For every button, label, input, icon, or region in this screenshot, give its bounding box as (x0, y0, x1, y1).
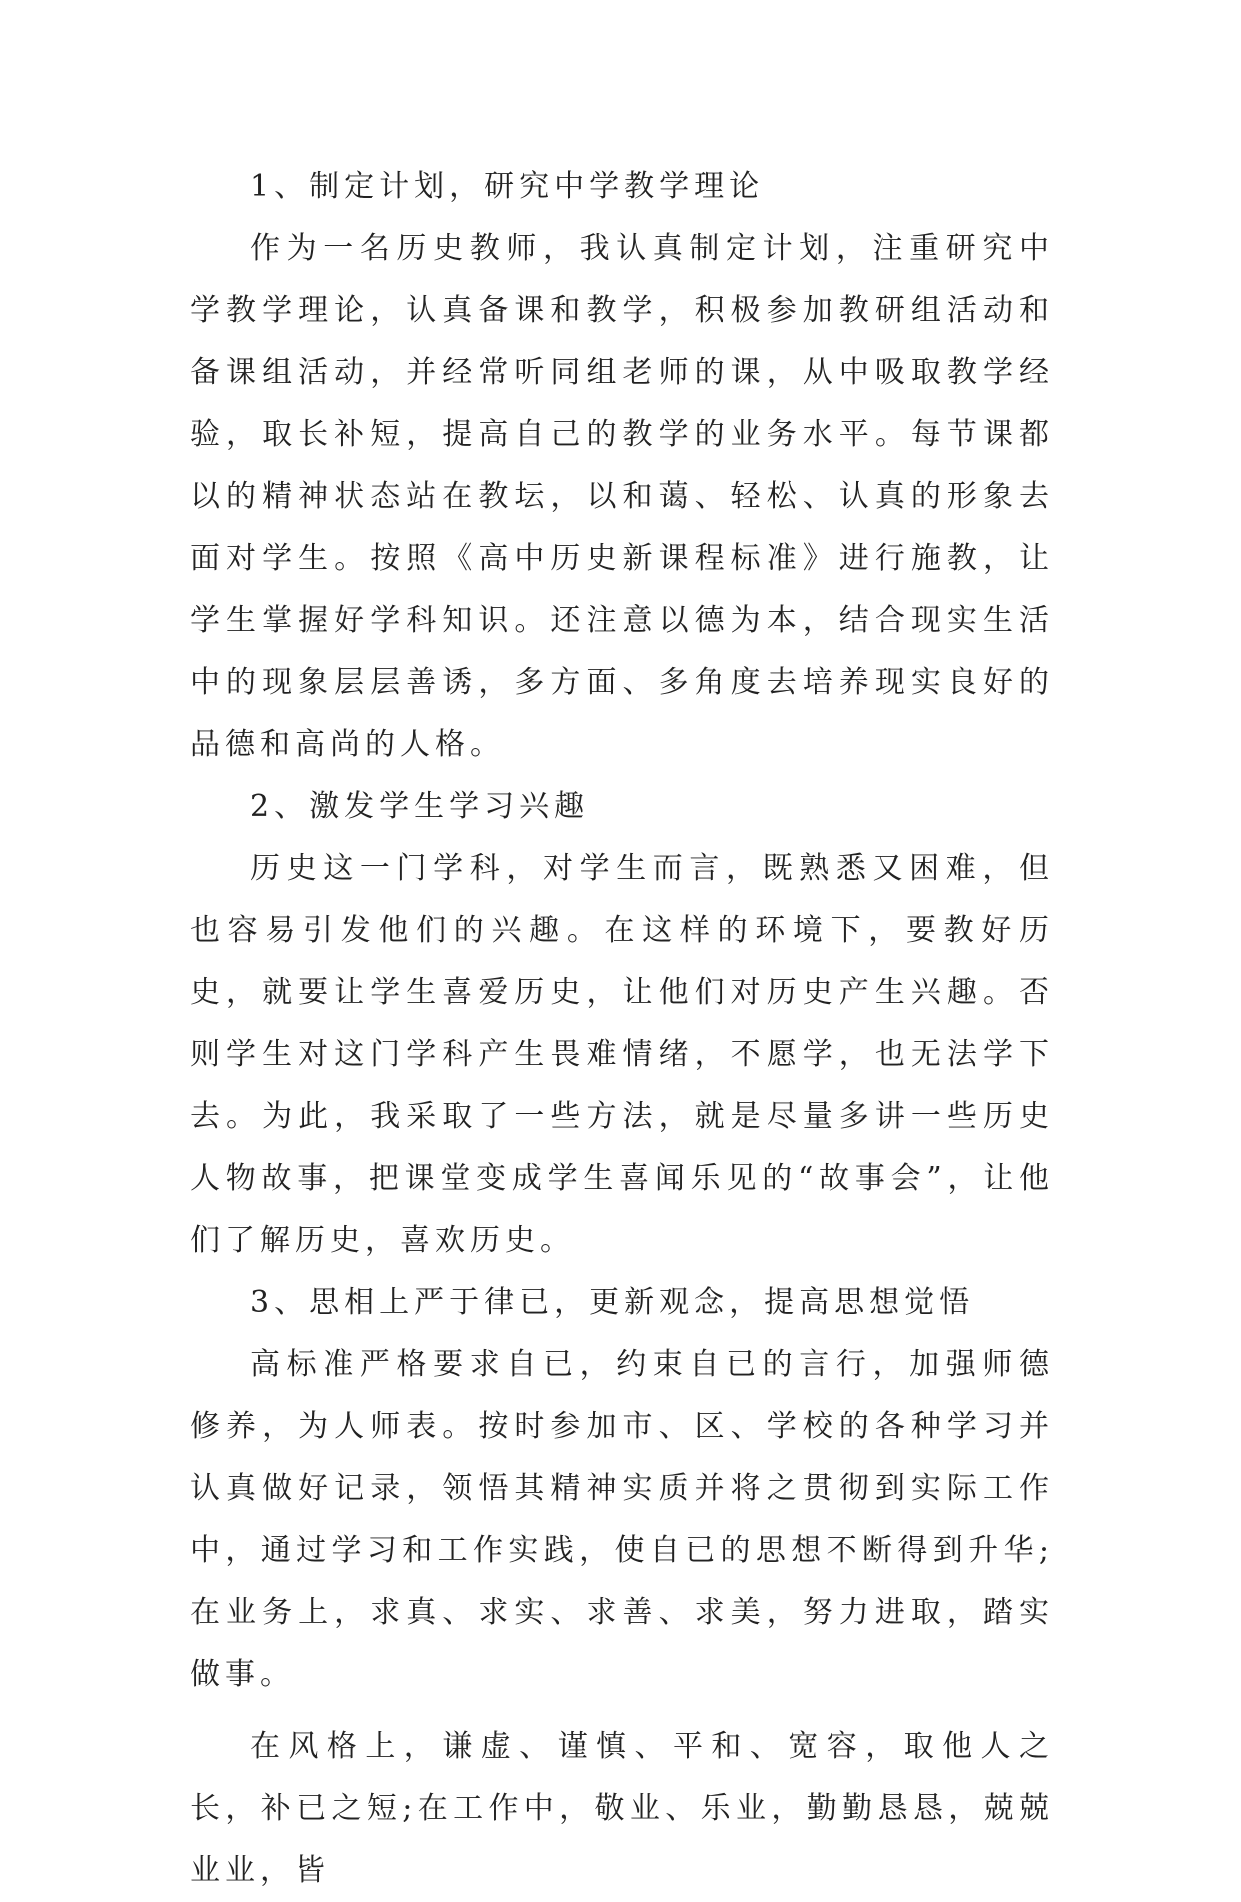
section-heading-3: 3、思相上严于律已，更新观念，提高思想觉悟 (250, 1285, 975, 1320)
section-2-paragraph-1: 历史这一门学科，对学生而言，既熟悉又困难，但也容易引发他们的兴趣。在这样的环境下，要教好历史，就要让学生喜爱历史，让他们对历史产生兴趣。否则学生对这门学科产生畏难情绪，不愿学，也无法学下去。为此，我采取了一些方法，就是尽量多讲一些历史人物故事，把课堂变成学生喜闻乐见的“故事会”，让他们了解历史，喜欢历史。 (190, 851, 1054, 1258)
section-1-paragraph-1: 作为一名历史教师，我认真制定计划，注重研究中学教学理论，认真备课和教学，积极参加教研组活动和备课组活动，并经常听同组老师的课，从中吸取教学经验，取长补短，提高自己的教学的业务水平。每节课都以的精神状态站在教坛，以和蔼、轻松、认真的形象去面对学生。按照《高中历史新课程标准》进行施教，让学生掌握好学科知识。还注意以德为本，结合现实生活中的现象层层善诱，多方面、多角度去培养现实良好的品德和高尚的人格。 (190, 231, 1054, 762)
section-heading-2: 2、激发学生学习兴趣 (250, 789, 590, 824)
section-3-paragraph-2: 在风格上，谦虚、谨慎、平和、宽容，取他人之长，补已之短;在工作中，敬业、乐业，勤勤恳恳，兢兢业业，皆 (190, 1729, 1054, 1888)
section-3-paragraph-1: 高标准严格要求自已，约束自已的言行，加强师德修养，为人师表。按时参加市、区、学校的各种学习并认真做好记录，领悟其精神实质并将之贯彻到实际工作中，通过学习和工作实践，使自已的思想不断得到升华;在业务上，求真、求实、求善、求美，努力进取，踏实做事。 (190, 1347, 1054, 1692)
section-heading-1: 1、制定计划，研究中学教学理论 (250, 169, 765, 204)
document-body (190, 156, 1054, 1902)
